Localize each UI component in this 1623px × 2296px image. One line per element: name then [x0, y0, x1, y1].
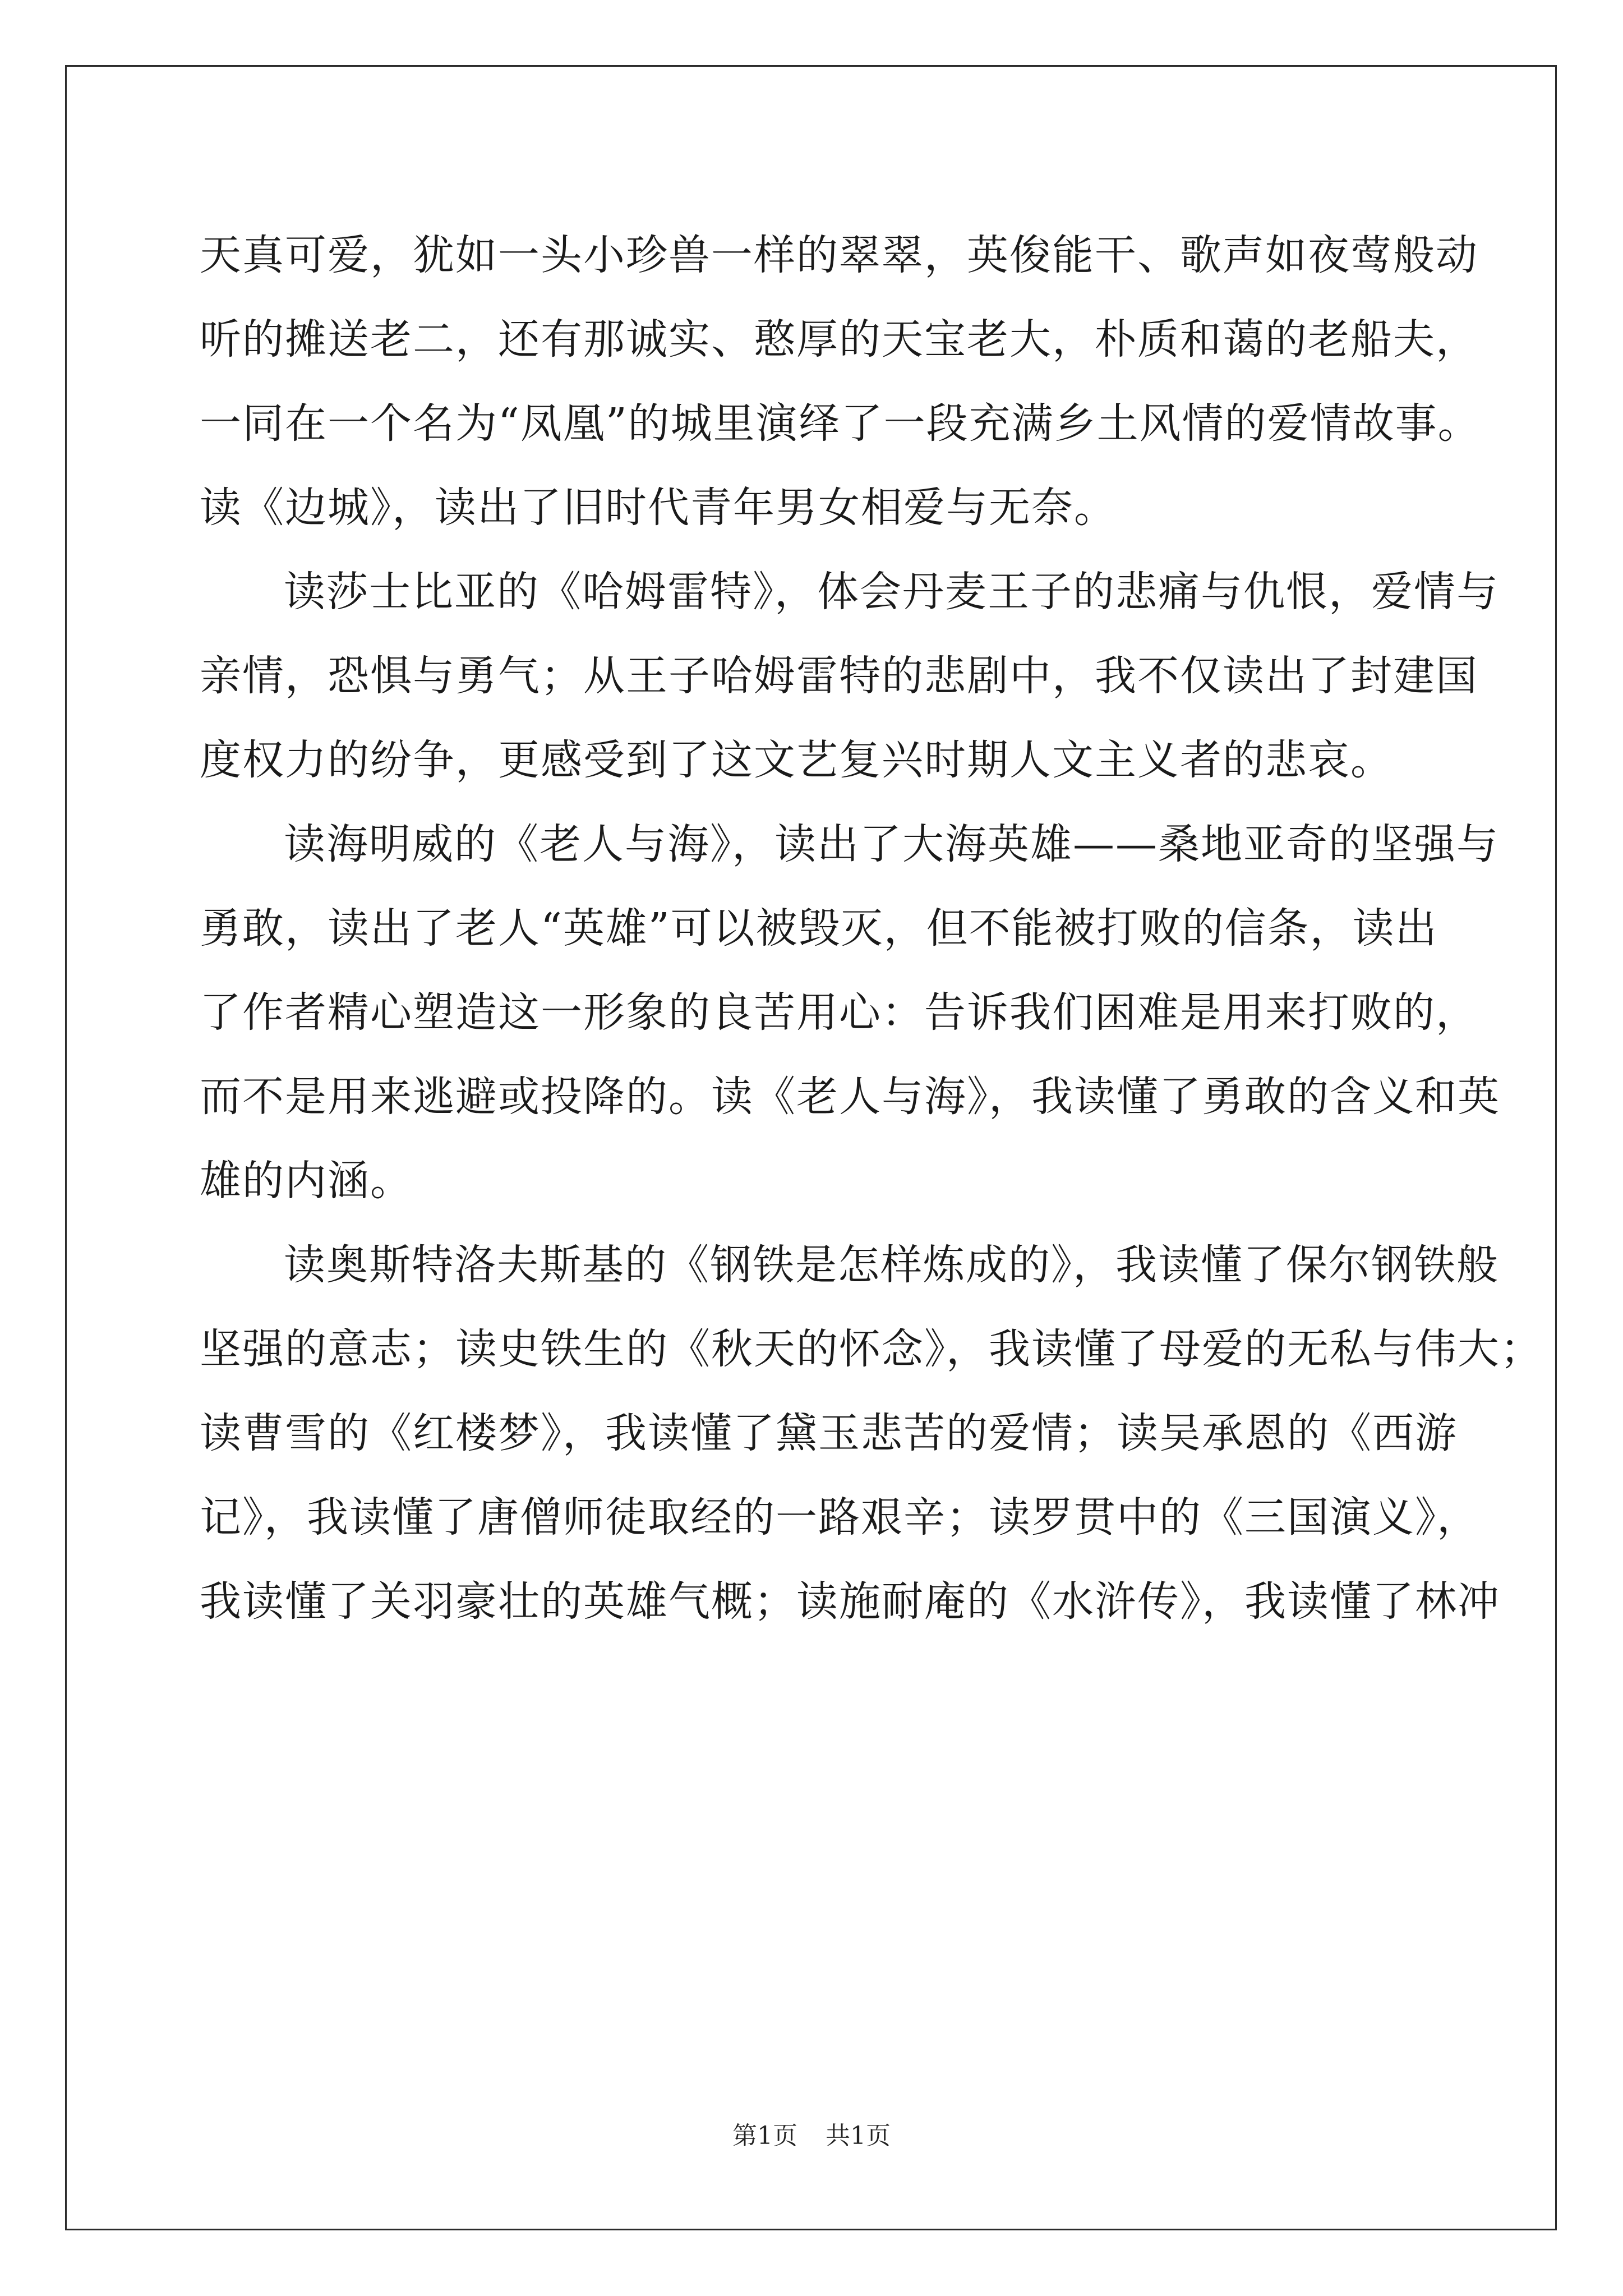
- text-line: 了作者精心塑造这一形象的良苦用心：告诉我们困难是用来打败的，: [200, 988, 1478, 1037]
- paragraph-start-line: 读莎士比亚的《哈姆雷特》，体会丹麦王子的悲痛与仇恨，爱情与: [284, 568, 1499, 616]
- text-line: 而不是用来逃避或投降的。读《老人与海》，我读懂了勇敢的含义和英: [200, 1073, 1500, 1121]
- text-line: 坚强的意志；读史铁生的《秋天的怀念》，我读懂了母爱的无私与伟大；: [200, 1325, 1543, 1373]
- paragraph-start-line: 读海明威的《老人与海》，读出了大海英雄——桑地亚奇的坚强与: [284, 820, 1499, 868]
- text-line: 记》，我读懂了唐僧师徒取经的一路艰辛；读罗贯中的《三国演义》，: [200, 1493, 1479, 1542]
- page-footer: [0, 2119, 1623, 2153]
- text-line: 读《边城》，读出了旧时代青年男女相爱与无奈。: [200, 484, 1117, 532]
- text-line: 度权力的纷争，更感受到了这文艺复兴时期人文主义者的悲哀。: [200, 736, 1393, 784]
- text-line: 我读懂了关羽豪壮的英雄气概；读施耐庵的《水浒传》，我读懂了林冲: [200, 1577, 1500, 1626]
- text-line: 读曹雪的《红楼梦》，我读懂了黛玉悲苦的爱情；读吴承恩的《西游: [200, 1409, 1458, 1457]
- page-number: 第1页: [732, 2122, 797, 2150]
- text-line: 天真可爱，犹如一头小珍兽一样的翠翠，英俊能干、歌声如夜莺般动: [200, 231, 1478, 279]
- document-body: [200, 213, 1543, 1644]
- text-line: 勇敢，读出了老人“英雄”可以被毁灭，但不能被打败的信条，读出: [200, 904, 1438, 953]
- paragraph-start-line: 读奥斯特洛夫斯基的《钢铁是怎样炼成的》，我读懂了保尔钢铁般: [284, 1241, 1499, 1289]
- text-line: 听的摊送老二，还有那诚实、憨厚的天宝老大，朴质和蔼的老船夫，: [200, 315, 1478, 364]
- text-line: 雄的内涵。: [200, 1157, 413, 1205]
- text-line: 一同在一个名为“凤凰”的城里演绎了一段充满乡土风情的爱情故事。: [200, 399, 1481, 448]
- text-line: 亲情，恐惧与勇气；从王子哈姆雷特的悲剧中，我不仅读出了封建国: [200, 652, 1478, 700]
- page-total: 共1页: [826, 2122, 891, 2150]
